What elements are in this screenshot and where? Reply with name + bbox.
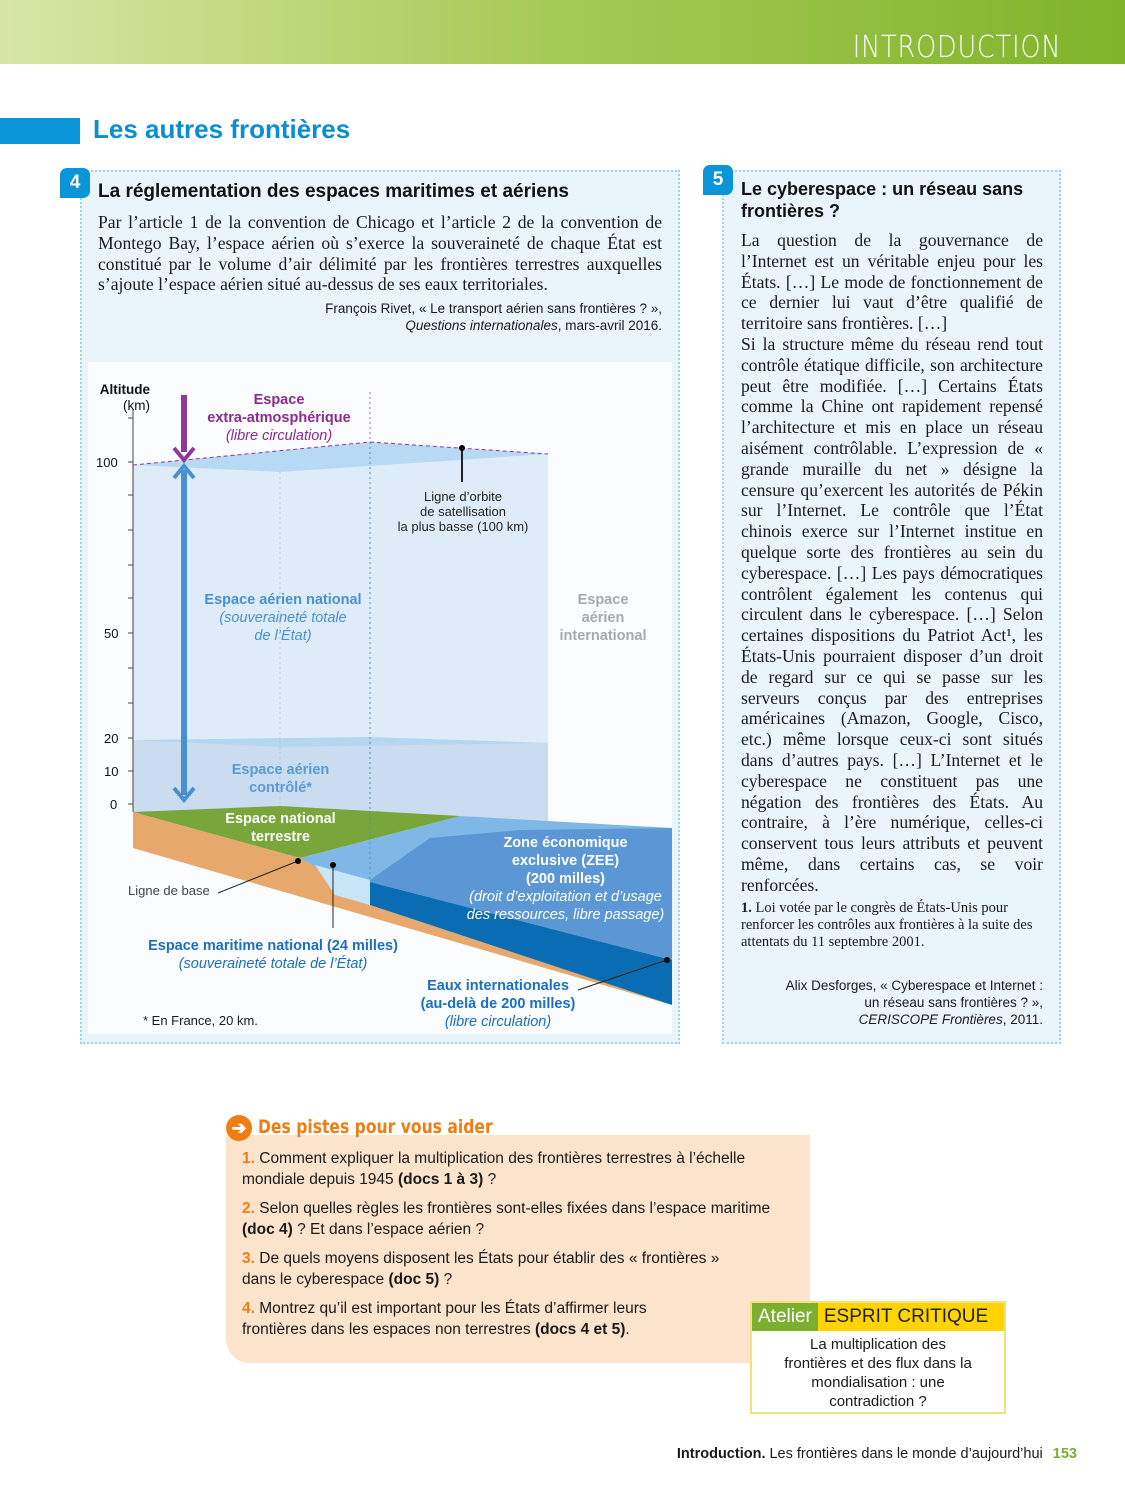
- doc5-text: [741, 230, 1043, 951]
- section-title: Les autres frontières: [93, 114, 351, 144]
- label-controlled-airspace: Espace aérien contrôlé*: [231, 762, 330, 796]
- doc4-source: [98, 300, 662, 334]
- airspace-diagram: [88, 362, 672, 1034]
- doc5-paragraph-1: La question de la gouvernance de l’Internet est un véritable enjeu pour les États. […] Le mode de fonctionnement de ce dernier lui vaut d’être qualifié de territoire sans frontières. […]: [741, 230, 1043, 334]
- question-item: 3. De quels moyens disposent les États pour établir des « frontières » dans le cyberespace (doc 5) ?: [242, 1250, 720, 1288]
- label-national-land: Espace national terrestre: [225, 811, 336, 845]
- footer-title: Les frontières dans le monde d’aujourd’hui: [765, 1446, 1043, 1462]
- tick-50: 50: [104, 626, 119, 641]
- diagram-graphic: [88, 362, 672, 1034]
- arrow-right-icon: ➔: [226, 1115, 252, 1141]
- doc5-footnote: 1. Loi votée par le congrès de États-Unis pour renforcer les contrôles aux frontières à la suite des attentats du 11 septembre 2001.: [741, 899, 1033, 950]
- atelier-question: La multiplication des frontières et des flux dans la mondialisation : une contradiction ?: [784, 1336, 972, 1410]
- help-title: Des pistes pour vous aider: [258, 1116, 493, 1138]
- section-bar: [0, 118, 80, 144]
- page-number: 153: [1052, 1446, 1077, 1462]
- atelier-label: Atelier: [752, 1303, 818, 1331]
- doc5-number: 5: [703, 165, 733, 195]
- chapter-title: INTRODUCTION: [852, 30, 1061, 65]
- doc5-paragraph-2: Si la structure même du réseau rend tout contrôle étatique difficile, son architecture peut être modifiée. […] Certains États comme la Chine ont rapidement repensé l’architecture et mis en place un réseau aisément contrôlable. L’expression de « grande muraille du net » désigne la censure qu’exercent les autorités de Pékin sur l’Internet. Le contrôle que l’État chinois exerce sur l’Internet institue en quelque sorte des frontières au sein du cyberespace. […] Les pays démocratiques contrôlent également les contenus qui circulent dans le cyberespace. […] Selon certaines dispositions du Patriot Act¹, les États-Unis pourraient disposer d’un droit de regard sur ce qui se passe sur les serveurs conçus par des entreprises américaines (Amazon, Google, Cisco, etc.) même lorsque ceux-ci sont situés dans d’autres pays. […] L’Internet et le cyberespace ne constituent pas une négation des frontières des États. Au contraire, à l’ère numérique, celles-ci conservent tous leurs attributs et peuvent même, dans certains cas, se voir renforcées.: [741, 333, 1043, 895]
- question-item: 4. Montrez qu’il est important pour les États d’affirmer leurs frontières dans les espaces non terrestres (docs 4 et 5).: [242, 1300, 647, 1338]
- atelier-title: ESPRIT CRITIQUE: [818, 1303, 1004, 1331]
- label-zee: Zone économique exclusive (ZEE) (200 milles) (droit d’exploitation et d’usage des ressources, libre passage): [466, 835, 665, 923]
- doc5-source: Alix Desforges, « Cyberespace et Internet : un réseau sans frontières ? », CERISCOPE Frontières, 2011.: [785, 978, 1043, 1027]
- source-author: François Rivet, « Le transport aérien sans frontières ? »,: [325, 301, 662, 316]
- atelier-box[interactable]: [750, 1301, 1006, 1414]
- tick-100: 100: [96, 455, 118, 470]
- page-footer: [677, 1446, 1077, 1462]
- label-orbit-line: Ligne d’orbite de satellisation la plus basse (100 km): [397, 489, 529, 534]
- label-international-airspace: Espace aérien international: [559, 592, 647, 644]
- axis-title: Altitude (km): [99, 382, 150, 413]
- tick-20: 20: [104, 731, 119, 746]
- source-journal: Questions internationales: [405, 318, 558, 333]
- doc4-text: Par l’article 1 de la convention de Chicago et l’article 2 de la convention de Montego Bay, l’espace aérien où s’exerce la souveraineté de chaque État est constitué par le volume d’air délimité par les frontières terrestres auxquelles s’ajoute l’espace aérien situé au-dessus de ses eaux territoriales.: [98, 212, 662, 295]
- question-list: [242, 1148, 802, 1340]
- tick-0: 0: [110, 797, 118, 812]
- tick-10: 10: [104, 764, 119, 779]
- question-item: 2. Selon quelles règles les frontières sont-elles fixées dans l’espace maritime (doc 4) ? Et dans l’espace aérien ?: [242, 1200, 771, 1238]
- doc4-number: 4: [60, 168, 90, 198]
- label-baseline: Ligne de base: [128, 883, 210, 898]
- label-international-waters: Eaux internationales (au-delà de 200 milles) (libre circulation): [420, 978, 576, 1030]
- question-item: 1. Comment expliquer la multiplication des frontières terrestres à l’échelle mondiale depuis 1945 (docs 1 à 3) ?: [242, 1150, 746, 1188]
- doc4-title: La réglementation des espaces maritimes et aériens: [98, 181, 569, 202]
- diagram-footnote: * En France, 20 km.: [143, 1013, 258, 1028]
- doc5-title: Le cyberespace : un réseau sans frontières ?: [741, 179, 1024, 221]
- footer-chapter: Introduction.: [676, 1446, 766, 1462]
- label-extra-atmospheric: Espace extra-atmosphérique (libre circulation): [207, 392, 351, 444]
- source-date: , mars-avril 2016.: [557, 318, 662, 333]
- label-national-maritime: Espace maritime national (24 milles) (souveraineté totale de l’État): [148, 938, 398, 972]
- label-national-airspace: Espace aérien national (souveraineté totale de l’État): [204, 592, 362, 644]
- atelier-header: [752, 1303, 1004, 1331]
